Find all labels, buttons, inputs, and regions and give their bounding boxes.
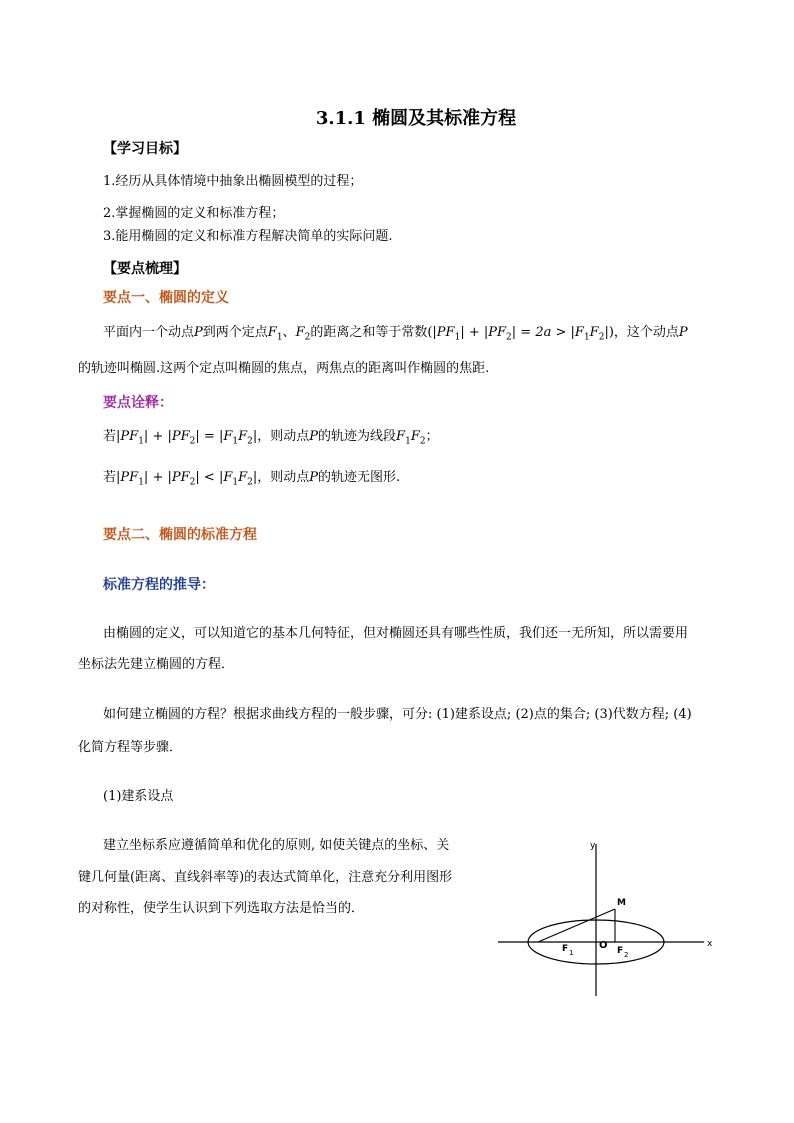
x-axis-label: x <box>707 939 713 949</box>
para2-line1: 如何建立椭圆的方程？根据求曲线方程的一般步骤，可分: (1)建系设点; (2)点的集合; (3)代数方程; (4) <box>103 707 692 722</box>
point2-heading: 要点二、椭圆的标准方程 <box>103 527 257 543</box>
focus-f2-subscript: 2 <box>624 951 629 959</box>
para3-line1: 建立坐标系应遵循简单和优化的原则, 如使关键点的坐标、关 <box>103 838 450 853</box>
point-m-label: M <box>617 898 626 908</box>
goal-2: 2.掌握椭圆的定义和标准方程； <box>103 206 285 221</box>
note-1: 若$|PF_1| + |PF_2| = |F_1F_2|$，则动点P的轨迹为线段$F_1F_2$； <box>103 429 439 447</box>
def-text-a: 平面内一个动点 <box>103 325 195 340</box>
focus-f2-label: F <box>617 946 624 956</box>
definition-line-2: 的轨迹叫椭圆.这两个定点叫椭圆的焦点，两焦点的距离叫作椭圆的焦距. <box>78 361 490 376</box>
focus-f1-label: F <box>562 944 569 954</box>
y-axis-label: y <box>590 841 596 851</box>
goal-1: 1.经历从具体情境中抽象出椭圆模型的过程； <box>103 174 363 189</box>
def-text-c: 的距离之和等于常数( <box>310 325 433 340</box>
note-heading: 要点诠释： <box>103 395 173 411</box>
para2-line2: 化简方程等步骤． <box>78 740 183 755</box>
note-2: 若$|PF_1| + |PF_2| < |F_1F_2|$，则动点P的轨迹无图形. <box>103 470 401 488</box>
para3-line3: 的对称性，使学生认识到下列选取方法是恰当的． <box>78 901 365 916</box>
def-text-b: 到两个定点 <box>202 325 268 340</box>
math-f1: $F_1$ <box>267 325 283 343</box>
section-keypoints-heading: 【要点梳理】 <box>103 261 187 277</box>
point1-heading: 要点一、椭圆的定义 <box>103 290 229 306</box>
definition-line-1 <box>103 323 688 348</box>
def-text-d: )，这个动点 <box>608 325 679 340</box>
step1-label: (1)建系设点 <box>103 789 174 804</box>
para1-line2: 坐标法先建立椭圆的方程． <box>78 657 235 672</box>
math-sep: 、 <box>282 325 296 340</box>
section-goals-heading: 【学习目标】 <box>103 141 187 157</box>
page-title: 3.1.1 椭圆及其标准方程 <box>315 108 517 129</box>
focus-f1-subscript: 1 <box>569 949 574 957</box>
goal-3: 3.能用椭圆的定义和标准方程解决简单的实际问题. <box>103 229 393 244</box>
origin-label: O <box>599 940 608 951</box>
math-p: P <box>194 325 203 340</box>
para3-line2: 键几何量(距离、直线斜率等)的表达式简单化，注意充分利用图形 <box>78 870 453 885</box>
math-p-2: P <box>678 325 688 340</box>
math-constant-expr: $|PF_1| + |PF_2| = 2a > |F_1F_2|$ <box>432 325 609 343</box>
derivation-heading: 标准方程的推导： <box>103 577 215 593</box>
para1-line1: 由椭圆的定义，可以知道它的基本几何特征，但对椭圆还具有哪些性质，我们还一无所知，所以需要用 <box>103 626 689 641</box>
ellipse-diagram <box>492 836 722 1000</box>
math-f2: $F_2$ <box>295 325 311 343</box>
